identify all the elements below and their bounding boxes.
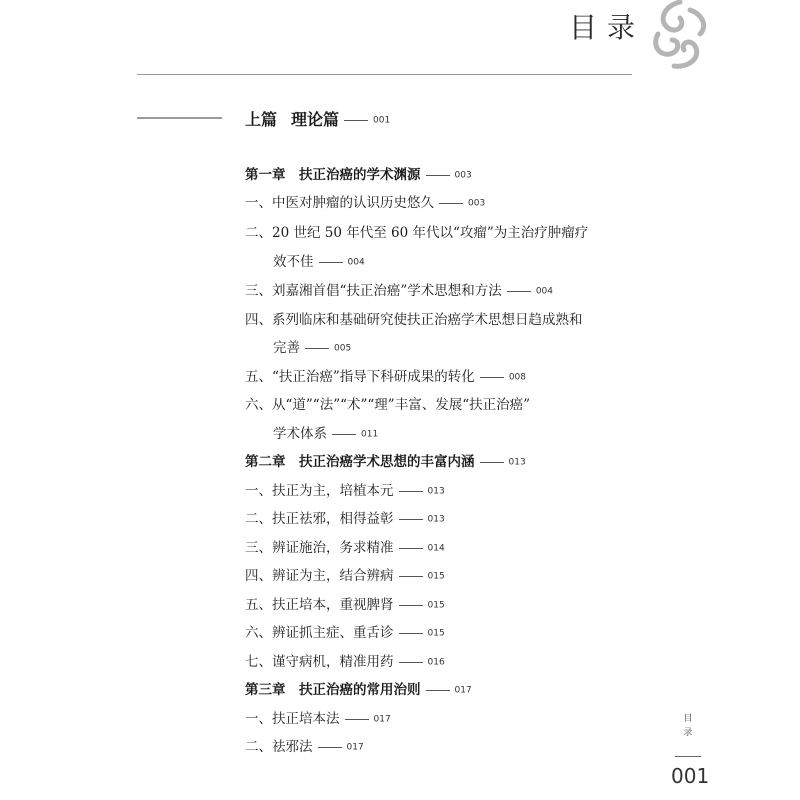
toc-entry-continued: 效不佳 004 <box>273 254 365 270</box>
page-number: 001 <box>671 764 710 788</box>
page-ref: 001 <box>373 115 391 126</box>
toc-entry: 二、20 世纪 50 年代至 60 年代以“攻瘤”为主治疗肿瘤疗 <box>245 225 589 241</box>
side-divider <box>675 756 701 757</box>
side-section-label: 目 录 <box>683 714 693 738</box>
toc-entry: 六、辨证抓主症、重舌诊 015 <box>245 625 445 641</box>
toc-entry: 一、中医对肿瘤的认识历史悠久 003 <box>245 195 486 211</box>
page-title: 目录 <box>569 11 646 44</box>
leader-dash <box>344 120 368 121</box>
toc-entry-continued: 完善 005 <box>273 340 352 356</box>
toc-entry: 二、扶正祛邪，相得益彰 013 <box>245 511 445 527</box>
toc-entry: 一、扶正培本法 017 <box>245 711 391 727</box>
toc-entry: 三、刘嘉湘首倡“扶正治癌”学术思想和方法 004 <box>245 283 553 299</box>
toc-chapter-2: 第二章 扶正治癌学术思想的丰富内涵 013 <box>245 454 526 470</box>
part-label: 上篇 <box>245 110 278 129</box>
toc-entry: 三、辨证施治，务求精准 014 <box>245 540 445 556</box>
toc-chapter-1: 第一章 扶正治癌的学术渊源 003 <box>245 167 472 183</box>
toc-entry: 四、系列临床和基础研究使扶正治癌学术思想日趋成熟和 <box>245 312 583 328</box>
toc-entry: 二、祛邪法 017 <box>245 739 364 755</box>
part-divider <box>137 117 222 119</box>
toc-entry: 五、“扶正治癌”指导下科研成果的转化 008 <box>245 369 526 385</box>
toc-entry: 六、从“道”“法”“术”“理”丰富、发展“扶正治癌” <box>245 397 531 413</box>
part-title: 理论篇 <box>291 110 340 129</box>
toc-entry-continued: 学术体系 011 <box>273 426 379 442</box>
toc-chapter-3: 第三章 扶正治癌的常用治则 017 <box>245 682 472 698</box>
toc-entry: 七、谨守病机，精准用药 016 <box>245 654 445 670</box>
toc-entry: 四、辨证为主，结合辨病 015 <box>245 568 445 584</box>
part-heading <box>245 107 390 130</box>
toc-entry: 五、扶正培本，重视脾肾 015 <box>245 597 445 613</box>
cloud-ornament-icon <box>650 0 710 70</box>
header-divider <box>137 74 632 75</box>
toc-entry: 一、扶正为主，培植本元 013 <box>245 483 445 499</box>
